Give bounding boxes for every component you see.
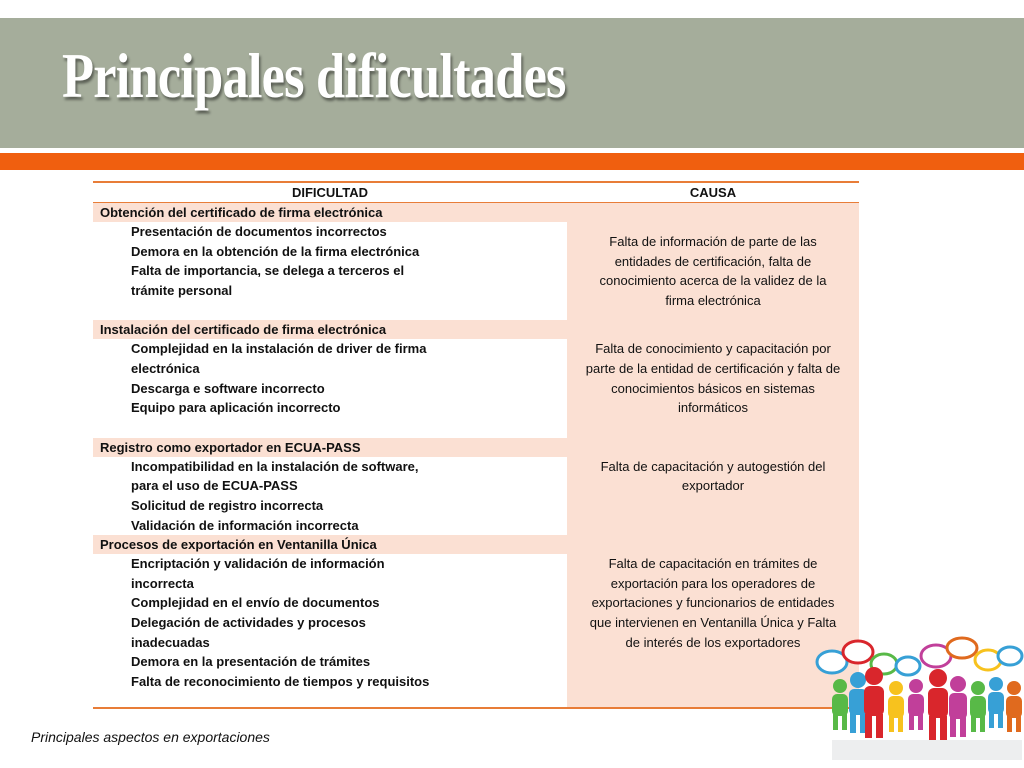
- slide-title: Principales dificultades: [62, 40, 566, 111]
- list-item: incorrecta: [131, 575, 194, 591]
- section-header-row: [93, 203, 859, 223]
- difficulty-list: [131, 339, 567, 417]
- list-item: Demora en la obtención de la firma electrónica: [131, 243, 420, 259]
- list-item: Equipo para aplicación incorrecto: [131, 400, 341, 416]
- cause-line: exportaciones y funcionarios de entidades: [591, 595, 835, 611]
- table-row: [93, 457, 859, 535]
- section-heading: Obtención del certificado de firma electrónica: [93, 203, 567, 223]
- people-speech-bubbles-icon: [812, 636, 1024, 766]
- figure-reflections: [832, 740, 1022, 760]
- header-cause: CAUSA: [567, 182, 859, 203]
- speech-bubbles: [817, 638, 1022, 675]
- section-heading-cause-cell: [567, 438, 859, 457]
- difficulty-list: [131, 222, 567, 300]
- section-header-row: [93, 438, 859, 457]
- difficulty-list: [131, 457, 567, 535]
- cause-line: exportador: [681, 478, 745, 494]
- difficulty-items-cell: [93, 554, 567, 708]
- difficulty-items-cell: [93, 339, 567, 437]
- difficulty-items-cell: [93, 457, 567, 535]
- section-heading-cause-cell: [567, 203, 859, 223]
- list-item: electrónica: [131, 360, 200, 376]
- cause-cell: [567, 457, 859, 535]
- cause-line: que intervienen en Ventanilla Única y Falta: [589, 614, 837, 630]
- difficulty-list: [131, 554, 567, 691]
- list-item: Descarga e software incorrecto: [131, 380, 325, 396]
- list-item: Complejidad en el envío de documentos: [131, 595, 380, 611]
- list-item: Falta de importancia, se delega a terceros el: [131, 263, 405, 279]
- table-header-row: [93, 182, 859, 203]
- section-heading: Procesos de exportación en Ventanilla Única: [93, 535, 567, 554]
- list-item: Demora en la presentación de trámites: [131, 654, 371, 670]
- table-row: [93, 339, 859, 437]
- section-heading-cause-cell: [567, 535, 859, 554]
- list-item: Solicitud de registro incorrecta: [131, 497, 324, 513]
- cause-line: exportación para los operadores de: [610, 575, 816, 591]
- difficulties-table-container: [93, 181, 859, 709]
- cause-line: de interés de los exportadores: [625, 634, 801, 650]
- cause-line: Falta de capacitación y autogestión del: [600, 458, 826, 474]
- difficulties-table: [93, 181, 859, 709]
- list-item: trámite personal: [131, 282, 233, 298]
- cause-line: conocimiento acerca de la validez de la: [599, 273, 827, 289]
- section-heading-cause-cell: [567, 320, 859, 339]
- list-item: Incompatibilidad en la instalación de software,: [131, 458, 419, 474]
- accent-bar: [0, 153, 1024, 170]
- section-heading: Registro como exportador en ECUA-PASS: [93, 438, 567, 457]
- table-row: [93, 554, 859, 708]
- cause-line: Falta de conocimiento y capacitación por: [595, 341, 831, 357]
- section-header-row: [93, 535, 859, 554]
- difficulty-items-cell: [93, 222, 567, 320]
- section-heading: Instalación del certificado de firma electrónica: [93, 320, 567, 339]
- table-body: [93, 203, 859, 709]
- slide-caption: Principales aspectos en exportaciones: [31, 729, 270, 745]
- cause-line: conocimientos básicos en sistemas: [611, 380, 815, 396]
- list-item: Encriptación y validación de información: [131, 556, 385, 572]
- cause-line: Falta de capacitación en trámites de: [608, 556, 818, 572]
- section-header-row: [93, 320, 859, 339]
- list-item: Presentación de documentos incorrectos: [131, 224, 387, 239]
- cause-cell: [567, 339, 859, 437]
- list-item: Complejidad en la instalación de driver de firma: [131, 341, 427, 357]
- cause-line: entidades de certificación, falta de: [614, 253, 812, 269]
- header-difficulty: DIFICULTAD: [93, 182, 567, 203]
- cause-cell: [567, 222, 859, 320]
- list-item: para el uso de ECUA-PASS: [131, 478, 298, 494]
- cause-line: Falta de información de parte de las: [609, 234, 817, 249]
- list-item: Validación de información incorrecta: [131, 517, 359, 533]
- list-item: inadecuadas: [131, 634, 210, 650]
- cause-line: informáticos: [677, 400, 749, 416]
- people-figures: [832, 667, 1022, 740]
- cause-line: firma electrónica: [665, 292, 761, 308]
- table-row: [93, 222, 859, 320]
- list-item: Falta de reconocimiento de tiempos y requisitos: [131, 673, 430, 689]
- table-bottom-border: [93, 708, 859, 709]
- list-item: Delegación de actividades y procesos: [131, 614, 366, 630]
- cause-line: parte de la entidad de certificación y falta de: [585, 360, 841, 376]
